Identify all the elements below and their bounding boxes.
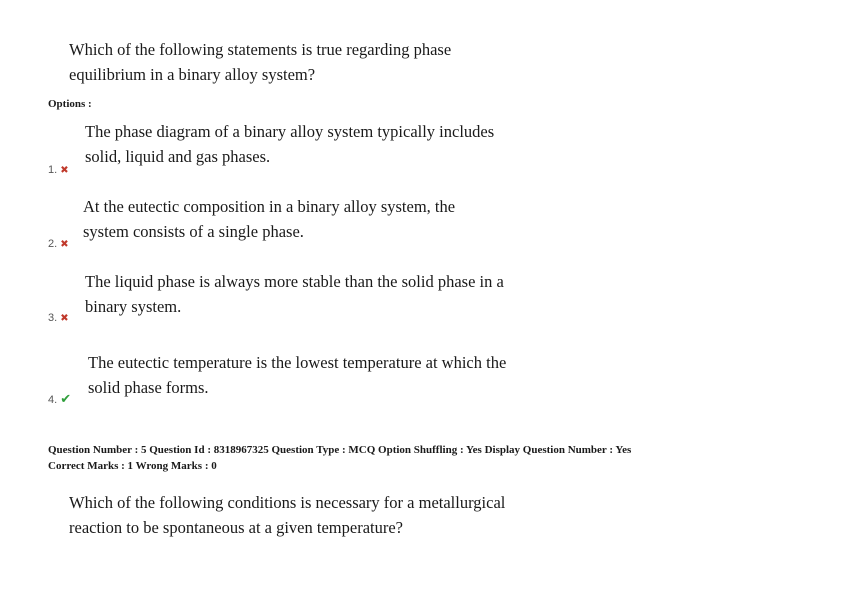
option-text-2: [83, 194, 455, 244]
option-number-3: [48, 312, 69, 324]
cross-icon: ✖: [60, 165, 69, 176]
option-3-line1: The liquid phase is always more stable than the solid phase in a: [85, 272, 504, 291]
option-number-2: [48, 238, 69, 250]
option-text-1: [85, 119, 494, 169]
option-4-number: 4.: [48, 394, 58, 406]
question-meta-line2: Correct Marks : 1 Wrong Marks : 0: [48, 460, 217, 472]
check-icon: ✔: [60, 391, 72, 406]
question-text: [69, 37, 451, 87]
question-5-line2: reaction to be spontaneous at a given temperature?: [69, 518, 403, 537]
option-1-line1: The phase diagram of a binary alloy system typically includes: [85, 122, 495, 141]
option-4-line1: The eutectic temperature is the lowest temperature at which the: [88, 353, 507, 372]
question-text-line1: Which of the following statements is true regarding phase: [69, 40, 452, 59]
option-2-line2: system consists of a single phase.: [83, 222, 304, 241]
question-text-line2: equilibrium in a binary alloy system?: [69, 65, 316, 84]
option-2-line1: At the eutectic composition in a binary alloy system, the: [83, 197, 456, 216]
cross-icon: ✖: [60, 239, 69, 250]
option-number-4: [48, 391, 71, 407]
option-number-1: [48, 164, 69, 176]
option-3-number: 3.: [48, 312, 58, 324]
question-5-line1: Which of the following conditions is necessary for a metallurgical: [69, 493, 506, 512]
option-1-line2: solid, liquid and gas phases.: [85, 147, 271, 166]
question-text-5: [69, 490, 505, 540]
option-text-4: [88, 350, 506, 400]
option-2-number: 2.: [48, 238, 58, 250]
options-label: Options :: [48, 98, 92, 110]
question-meta-line1: Question Number : 5 Question Id : 8318967325 Question Type : MCQ Option Shuffling : Yes Display Question Number : Yes: [48, 444, 632, 456]
option-3-line2: binary system.: [85, 297, 182, 316]
option-4-line2: solid phase forms.: [88, 378, 209, 397]
cross-icon: ✖: [60, 313, 69, 324]
option-1-number: 1.: [48, 164, 58, 176]
option-text-3: [85, 269, 504, 319]
